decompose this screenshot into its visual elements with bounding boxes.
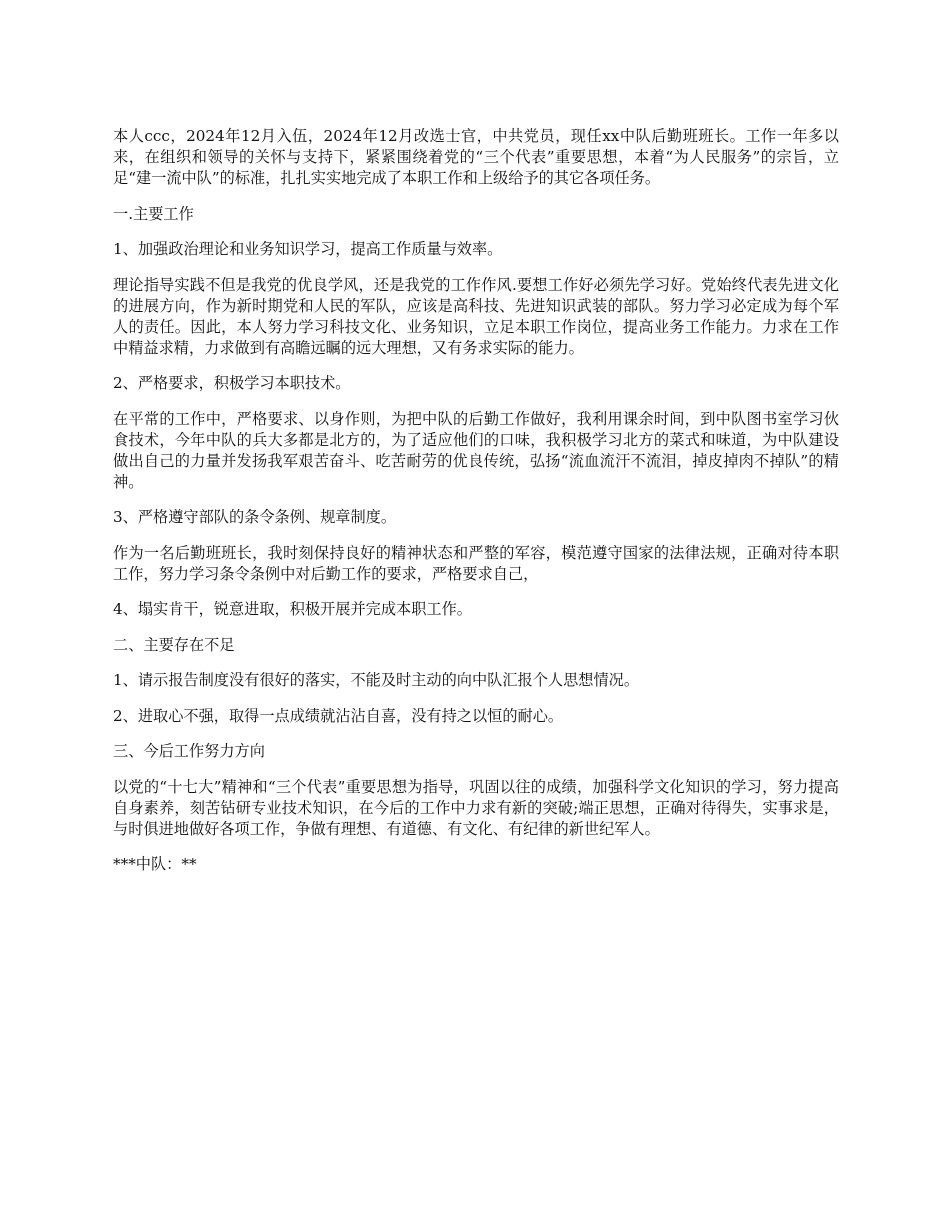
deficiency-item-1: 1、请示报告制度没有很好的落实，不能及时主动的向中队汇报个人思想情况。 [113,671,640,689]
document-body [113,126,839,890]
item-paragraph-2: 在平常的工作中，严格要求、以身作则，为把中队的后勤工作做好，我利用课余时间，到中队图书室学习伙食技术，今年中队的兵大多都是北方的，为了适应他们的口味，我积极学习北方的菜式和味道，为中队建设做出自己的力量并发扬我军艰苦奋斗、吃苦耐劳的优良传统，弘扬“流血流汗不流泪，掉皮掉肉不掉队”的精神。 [113,409,839,491]
item-heading-1: 1、加强政治理论和业务知识学习，提高工作质量与效率。 [113,240,503,258]
item-paragraph-1: 理论指导实践不但是我党的优良学风，还是我党的工作作风.要想工作好必须先学习好。党始终代表先进文化的进展方向，作为新时期党和人民的军队，应该是高科技、先进知识武装的部队。努力学习必定成为每个军人的责任。因此，本人努力学习科技文化、业务知识，立足本职工作岗位，提高业务工作能力。力求在工作中精益求精，力求做到有高瞻远瞩的远大理想，又有务求实际的能力。 [113,275,839,357]
intro-paragraph: 本人ccc，2024年12月入伍，2024年12月改选士官，中共党员，现任xx中队后勤班班长。工作一年多以来，在组织和领导的关怀与支持下，紧紧围绕着党的“三个代表”重要思想，本着“为人民服务”的宗旨，立足“建一流中队”的标准，扎扎实实地完成了本职工作和上级给予的其它各项任务。 [113,127,839,187]
future-direction-paragraph: 以党的“十七大”精神和“三个代表”重要思想为指导，巩固以往的成绩，加强科学文化知识的学习，努力提高自身素养，刻苦钻研专业技术知识，在今后的工作中力求有新的突破;端正思想，正确对待得失，实事求是，与时俱进地做好各项工作，争做有理想、有道德、有文化、有纪律的新世纪军人。 [113,777,839,838]
section-heading-future-direction: 三、今后工作努力方向 [113,742,265,760]
item-heading-3: 3、严格遵守部队的条令条例、规章制度。 [113,508,397,526]
item-heading-2: 2、严格要求，积极学习本职技术。 [113,374,351,392]
signature-line: ***中队：** [113,855,197,873]
item-heading-4: 4、塌实肯干，锐意进取，积极开展并完成本职工作。 [113,600,472,618]
item-paragraph-3: 作为一名后勤班班长，我时刻保持良好的精神状态和严整的军容，模范遵守国家的法律法规，正确对待本职工作，努力学习条令条例中对后勤工作的要求，严格要求自己， [113,543,839,583]
section-heading-main-work: 一.主要工作 [113,204,194,223]
deficiency-item-2: 2、进取心不强，取得一点成绩就沾沾自喜，没有持之以恒的耐心。 [113,706,564,725]
section-heading-deficiencies: 二、主要存在不足 [113,635,235,654]
